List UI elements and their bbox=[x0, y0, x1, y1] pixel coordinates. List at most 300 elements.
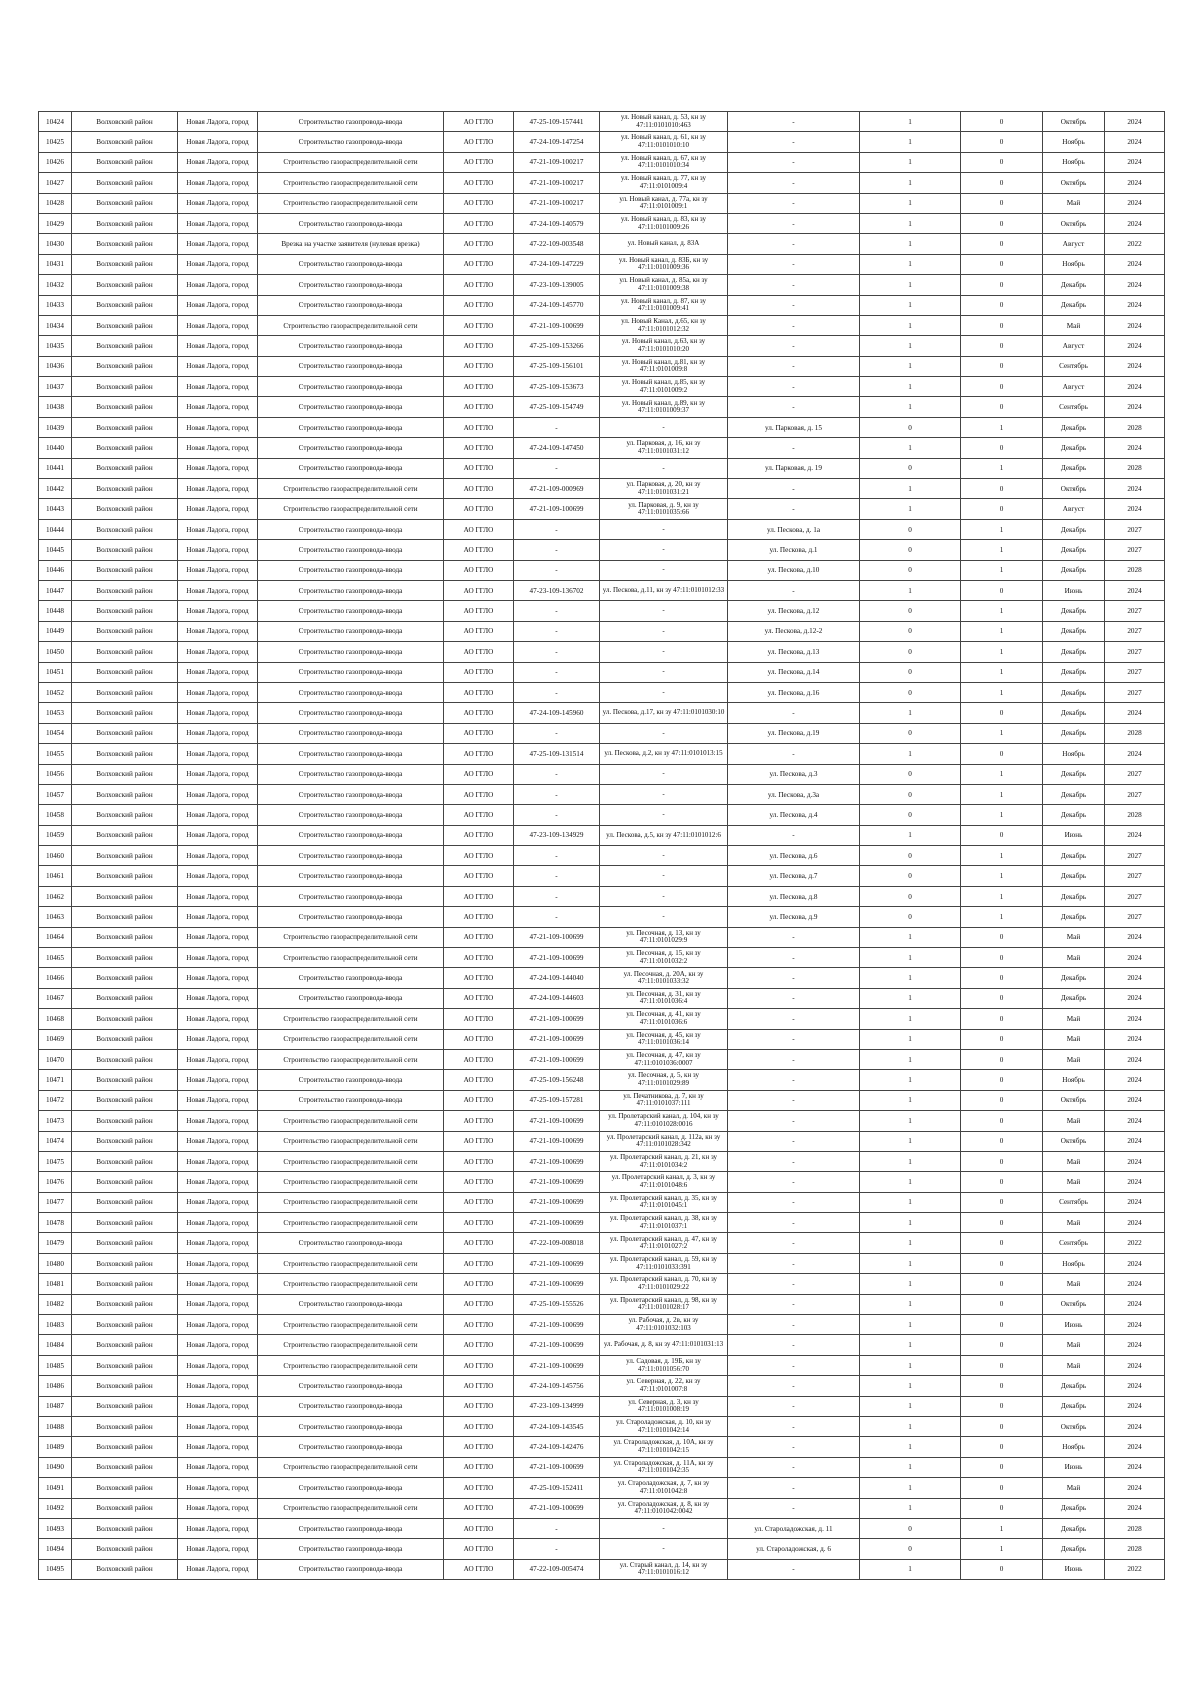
cell-connected-count: 1 bbox=[860, 213, 961, 233]
cell-district: Волховский район bbox=[72, 1131, 178, 1151]
cell-request-number: 47-21-109-100699 bbox=[514, 1131, 600, 1151]
cell-request-number: 47-21-109-100699 bbox=[514, 1111, 600, 1131]
cell-request-number: 47-24-109-147254 bbox=[514, 132, 600, 152]
cell-month: Декабрь bbox=[1043, 682, 1105, 702]
cell-row-number: 10456 bbox=[39, 764, 72, 784]
cell-cadastral-address: - bbox=[600, 907, 728, 927]
cell-connected-count: 0 bbox=[860, 642, 961, 662]
cell-planned-count: 0 bbox=[961, 1253, 1043, 1273]
cell-work-type: Строительство газораспределительной сети bbox=[258, 927, 444, 947]
cell-planned-address: - bbox=[728, 377, 860, 397]
cell-organization: АО ГГЛО bbox=[444, 1172, 514, 1192]
cell-planned-address: - bbox=[728, 295, 860, 315]
cell-cadastral-address: - bbox=[600, 805, 728, 825]
table-row bbox=[39, 1559, 1165, 1579]
cell-month: Ноябрь bbox=[1043, 1070, 1105, 1090]
cell-planned-address: - bbox=[728, 1559, 860, 1579]
cell-organization: АО ГГЛО bbox=[444, 1049, 514, 1069]
cell-request-number: 47-21-109-100699 bbox=[514, 1355, 600, 1375]
cell-planned-address: - bbox=[728, 1315, 860, 1335]
table-row bbox=[39, 112, 1165, 132]
cell-organization: АО ГГЛО bbox=[444, 846, 514, 866]
cell-month: Май bbox=[1043, 1009, 1105, 1029]
cell-cadastral-address: ул. Новый Канал, д.65, кн зу 47:11:0101012:32 bbox=[600, 315, 728, 335]
cell-month: Июнь bbox=[1043, 1315, 1105, 1335]
cell-row-number: 10468 bbox=[39, 1009, 72, 1029]
cell-row-number: 10424 bbox=[39, 112, 72, 132]
cell-district: Волховский район bbox=[72, 1498, 178, 1518]
cell-district: Волховский район bbox=[72, 1396, 178, 1416]
cell-request-number: 47-23-109-139005 bbox=[514, 275, 600, 295]
cell-district: Волховский район bbox=[72, 1090, 178, 1110]
cell-organization: АО ГГЛО bbox=[444, 621, 514, 641]
cell-request-number: 47-24-109-143545 bbox=[514, 1417, 600, 1437]
cell-month: Декабрь bbox=[1043, 1498, 1105, 1518]
cell-cadastral-address: ул. Пролетарский канал, д. 59, кн зу 47:11:0101033:391 bbox=[600, 1253, 728, 1273]
cell-connected-count: 1 bbox=[860, 438, 961, 458]
cell-planned-count: 0 bbox=[961, 438, 1043, 458]
cell-district: Волховский район bbox=[72, 193, 178, 213]
cell-year: 2024 bbox=[1105, 275, 1165, 295]
cell-connected-count: 1 bbox=[860, 275, 961, 295]
cell-settlement: Новая Ладога, город bbox=[178, 295, 258, 315]
cell-connected-count: 1 bbox=[860, 948, 961, 968]
cell-district: Волховский район bbox=[72, 1111, 178, 1131]
cell-month: Август bbox=[1043, 336, 1105, 356]
cell-year: 2027 bbox=[1105, 682, 1165, 702]
cell-district: Волховский район bbox=[72, 499, 178, 519]
table-row bbox=[39, 1070, 1165, 1090]
cell-year: 2024 bbox=[1105, 193, 1165, 213]
cell-request-number: 47-24-109-145756 bbox=[514, 1376, 600, 1396]
cell-month: Октябрь bbox=[1043, 1090, 1105, 1110]
cell-district: Волховский район bbox=[72, 356, 178, 376]
cell-settlement: Новая Ладога, город bbox=[178, 458, 258, 478]
cell-organization: АО ГГЛО bbox=[444, 744, 514, 764]
cell-planned-count: 1 bbox=[961, 1518, 1043, 1538]
cell-district: Волховский район bbox=[72, 132, 178, 152]
cell-cadastral-address: ул. Песочная, д. 5, кн зу 47:11:0101029:89 bbox=[600, 1070, 728, 1090]
cell-connected-count: 0 bbox=[860, 866, 961, 886]
cell-work-type: Строительство газопровода-ввода bbox=[258, 988, 444, 1008]
cell-cadastral-address: ул. Пролетарский канал, д. 3, кн зу 47:11:0101048:6 bbox=[600, 1172, 728, 1192]
cell-organization: АО ГГЛО bbox=[444, 1274, 514, 1294]
cell-work-type: Строительство газопровода-ввода bbox=[258, 723, 444, 743]
table-row bbox=[39, 1437, 1165, 1457]
cell-row-number: 10489 bbox=[39, 1437, 72, 1457]
cell-connected-count: 1 bbox=[860, 295, 961, 315]
cell-cadastral-address: - bbox=[600, 784, 728, 804]
table-row bbox=[39, 1417, 1165, 1437]
table-row bbox=[39, 1213, 1165, 1233]
cell-planned-address: ул. Пескова, д.6 bbox=[728, 846, 860, 866]
cell-organization: АО ГГЛО bbox=[444, 499, 514, 519]
cell-year: 2027 bbox=[1105, 642, 1165, 662]
cell-organization: АО ГГЛО bbox=[444, 295, 514, 315]
cell-planned-count: 0 bbox=[961, 1151, 1043, 1171]
cell-year: 2027 bbox=[1105, 519, 1165, 539]
cell-cadastral-address: ул. Пролетарский канал, д. 38, кн зу 47:11:0101037:1 bbox=[600, 1213, 728, 1233]
cell-organization: АО ГГЛО bbox=[444, 886, 514, 906]
cell-district: Волховский район bbox=[72, 1335, 178, 1355]
cell-row-number: 10477 bbox=[39, 1192, 72, 1212]
cell-row-number: 10439 bbox=[39, 417, 72, 437]
cell-district: Волховский район bbox=[72, 377, 178, 397]
cell-request-number: 47-25-109-153266 bbox=[514, 336, 600, 356]
cell-planned-count: 1 bbox=[961, 458, 1043, 478]
cell-settlement: Новая Ладога, город bbox=[178, 499, 258, 519]
cell-request-number: 47-24-109-147450 bbox=[514, 438, 600, 458]
cell-row-number: 10437 bbox=[39, 377, 72, 397]
cell-planned-address: - bbox=[728, 1478, 860, 1498]
cell-settlement: Новая Ладога, город bbox=[178, 1213, 258, 1233]
cell-year: 2024 bbox=[1105, 948, 1165, 968]
cell-year: 2024 bbox=[1105, 580, 1165, 600]
cell-month: Декабрь bbox=[1043, 784, 1105, 804]
cell-work-type: Строительство газопровода-ввода bbox=[258, 805, 444, 825]
cell-year: 2027 bbox=[1105, 662, 1165, 682]
cell-row-number: 10493 bbox=[39, 1518, 72, 1538]
cell-settlement: Новая Ладога, город bbox=[178, 1437, 258, 1457]
table-row bbox=[39, 907, 1165, 927]
cell-year: 2027 bbox=[1105, 784, 1165, 804]
cell-month: Декабрь bbox=[1043, 295, 1105, 315]
cell-organization: АО ГГЛО bbox=[444, 479, 514, 499]
cell-month: Ноябрь bbox=[1043, 744, 1105, 764]
cell-district: Волховский район bbox=[72, 784, 178, 804]
cell-settlement: Новая Ладога, город bbox=[178, 1498, 258, 1518]
cell-month: Декабрь bbox=[1043, 866, 1105, 886]
cell-district: Волховский район bbox=[72, 723, 178, 743]
cell-district: Волховский район bbox=[72, 1009, 178, 1029]
cell-work-type: Строительство газопровода-ввода bbox=[258, 1233, 444, 1253]
cell-connected-count: 1 bbox=[860, 1253, 961, 1273]
cell-year: 2024 bbox=[1105, 927, 1165, 947]
cell-year: 2028 bbox=[1105, 1518, 1165, 1538]
cell-request-number: - bbox=[514, 540, 600, 560]
table-row bbox=[39, 621, 1165, 641]
cell-cadastral-address: - bbox=[600, 642, 728, 662]
cell-year: 2024 bbox=[1105, 1274, 1165, 1294]
cell-planned-count: 0 bbox=[961, 744, 1043, 764]
cell-work-type: Строительство газораспределительной сети bbox=[258, 152, 444, 172]
cell-work-type: Строительство газопровода-ввода bbox=[258, 275, 444, 295]
cell-district: Волховский район bbox=[72, 907, 178, 927]
cell-district: Волховский район bbox=[72, 315, 178, 335]
cell-planned-count: 0 bbox=[961, 1417, 1043, 1437]
cell-settlement: Новая Ладога, город bbox=[178, 825, 258, 845]
cell-planned-count: 0 bbox=[961, 173, 1043, 193]
cell-district: Волховский район bbox=[72, 1172, 178, 1192]
cell-year: 2028 bbox=[1105, 1539, 1165, 1559]
cell-district: Волховский район bbox=[72, 642, 178, 662]
cell-cadastral-address: ул. Пролетарский канал, д. 104, кн зу 47:11:0101028:0016 bbox=[600, 1111, 728, 1131]
cell-connected-count: 1 bbox=[860, 1029, 961, 1049]
cell-row-number: 10449 bbox=[39, 621, 72, 641]
cell-month: Декабрь bbox=[1043, 275, 1105, 295]
cell-connected-count: 0 bbox=[860, 682, 961, 702]
cell-planned-count: 1 bbox=[961, 846, 1043, 866]
cell-work-type: Строительство газопровода-ввода bbox=[258, 764, 444, 784]
cell-settlement: Новая Ладога, город bbox=[178, 1539, 258, 1559]
cell-work-type: Строительство газораспределительной сети bbox=[258, 1049, 444, 1069]
cell-organization: АО ГГЛО bbox=[444, 1131, 514, 1151]
cell-cadastral-address: - bbox=[600, 866, 728, 886]
cell-planned-address: - bbox=[728, 1253, 860, 1273]
table-row bbox=[39, 703, 1165, 723]
cell-connected-count: 1 bbox=[860, 1294, 961, 1314]
cell-year: 2024 bbox=[1105, 1315, 1165, 1335]
cell-settlement: Новая Ладога, город bbox=[178, 907, 258, 927]
cell-cadastral-address: ул. Новый канал, д. 87, кн зу 47:11:0101009:41 bbox=[600, 295, 728, 315]
cell-cadastral-address: ул. Староладожская, д. 10, кн зу 47:11:0101042:14 bbox=[600, 1417, 728, 1437]
cell-organization: АО ГГЛО bbox=[444, 1417, 514, 1437]
cell-planned-count: 0 bbox=[961, 234, 1043, 254]
cell-request-number: - bbox=[514, 1518, 600, 1538]
cell-row-number: 10429 bbox=[39, 213, 72, 233]
cell-district: Волховский район bbox=[72, 1457, 178, 1477]
cell-planned-address: - bbox=[728, 948, 860, 968]
cell-year: 2024 bbox=[1105, 1070, 1165, 1090]
cell-month: Декабрь bbox=[1043, 560, 1105, 580]
cell-planned-count: 0 bbox=[961, 1315, 1043, 1335]
cell-district: Волховский район bbox=[72, 866, 178, 886]
cell-year: 2024 bbox=[1105, 152, 1165, 172]
cell-planned-count: 0 bbox=[961, 295, 1043, 315]
cell-planned-count: 1 bbox=[961, 907, 1043, 927]
cell-planned-address: - bbox=[728, 173, 860, 193]
cell-year: 2024 bbox=[1105, 1355, 1165, 1375]
cell-month: Июнь bbox=[1043, 580, 1105, 600]
cell-connected-count: 0 bbox=[860, 805, 961, 825]
cell-district: Волховский район bbox=[72, 1151, 178, 1171]
cell-connected-count: 0 bbox=[860, 1539, 961, 1559]
cell-connected-count: 1 bbox=[860, 1049, 961, 1069]
cell-settlement: Новая Ладога, город bbox=[178, 948, 258, 968]
cell-request-number: - bbox=[514, 682, 600, 702]
cell-row-number: 10488 bbox=[39, 1417, 72, 1437]
cell-planned-count: 0 bbox=[961, 152, 1043, 172]
cell-settlement: Новая Ладога, город bbox=[178, 1049, 258, 1069]
table-row bbox=[39, 1478, 1165, 1498]
cell-settlement: Новая Ладога, город bbox=[178, 846, 258, 866]
cell-cadastral-address: ул. Рабочая, д. 8, кн зу 47:11:0101031:13 bbox=[600, 1335, 728, 1355]
cell-cadastral-address: ул. Печатникова, д. 7, кн зу 47:11:0101037:111 bbox=[600, 1090, 728, 1110]
cell-work-type: Строительство газопровода-ввода bbox=[258, 703, 444, 723]
table-row bbox=[39, 1192, 1165, 1212]
cell-row-number: 10447 bbox=[39, 580, 72, 600]
cell-planned-address: ул. Пескова, д.4 bbox=[728, 805, 860, 825]
cell-cadastral-address: - bbox=[600, 1539, 728, 1559]
cell-month: Август bbox=[1043, 499, 1105, 519]
table-row bbox=[39, 438, 1165, 458]
cell-planned-count: 0 bbox=[961, 1478, 1043, 1498]
cell-work-type: Строительство газопровода-ввода bbox=[258, 1396, 444, 1416]
cell-settlement: Новая Ладога, город bbox=[178, 112, 258, 132]
cell-request-number: 47-23-109-134929 bbox=[514, 825, 600, 845]
cell-cadastral-address: ул. Староладожская, д. 11А, кн зу 47:11:0101042:35 bbox=[600, 1457, 728, 1477]
table-row bbox=[39, 254, 1165, 274]
cell-organization: АО ГГЛО bbox=[444, 682, 514, 702]
cell-planned-count: 0 bbox=[961, 213, 1043, 233]
cell-work-type: Строительство газораспределительной сети bbox=[258, 1111, 444, 1131]
cell-work-type: Строительство газораспределительной сети bbox=[258, 1213, 444, 1233]
cell-work-type: Строительство газопровода-ввода bbox=[258, 336, 444, 356]
cell-planned-count: 0 bbox=[961, 1172, 1043, 1192]
cell-settlement: Новая Ладога, город bbox=[178, 1315, 258, 1335]
table-row bbox=[39, 213, 1165, 233]
cell-planned-address: - bbox=[728, 132, 860, 152]
cell-planned-count: 0 bbox=[961, 315, 1043, 335]
cell-cadastral-address: ул. Староладожская, д. 8, кн зу 47:11:0101042:0042 bbox=[600, 1498, 728, 1518]
cell-connected-count: 1 bbox=[860, 1090, 961, 1110]
cell-planned-count: 1 bbox=[961, 560, 1043, 580]
cell-organization: АО ГГЛО bbox=[444, 438, 514, 458]
cell-cadastral-address: ул. Пескова, д.5, кн зу 47:11:0101012:6 bbox=[600, 825, 728, 845]
table-row bbox=[39, 1355, 1165, 1375]
cell-row-number: 10485 bbox=[39, 1355, 72, 1375]
cell-district: Волховский район bbox=[72, 1213, 178, 1233]
cell-planned-address: - bbox=[728, 193, 860, 213]
cell-organization: АО ГГЛО bbox=[444, 132, 514, 152]
cell-row-number: 10469 bbox=[39, 1029, 72, 1049]
table-row bbox=[39, 173, 1165, 193]
cell-year: 2024 bbox=[1105, 295, 1165, 315]
cell-planned-address: - bbox=[728, 1192, 860, 1212]
cell-district: Волховский район bbox=[72, 1518, 178, 1538]
cell-planned-count: 0 bbox=[961, 275, 1043, 295]
cell-planned-count: 0 bbox=[961, 377, 1043, 397]
cell-month: Декабрь bbox=[1043, 723, 1105, 743]
cell-request-number: 47-24-109-147229 bbox=[514, 254, 600, 274]
cell-month: Ноябрь bbox=[1043, 152, 1105, 172]
cell-connected-count: 0 bbox=[860, 560, 961, 580]
cell-planned-address: - bbox=[728, 927, 860, 947]
cell-settlement: Новая Ладога, город bbox=[178, 744, 258, 764]
table-row bbox=[39, 744, 1165, 764]
cell-cadastral-address: - bbox=[600, 458, 728, 478]
cell-work-type: Строительство газопровода-ввода bbox=[258, 682, 444, 702]
cell-organization: АО ГГЛО bbox=[444, 723, 514, 743]
cell-month: Май bbox=[1043, 1355, 1105, 1375]
cell-organization: АО ГГЛО bbox=[444, 1253, 514, 1273]
cell-request-number: 47-24-109-144040 bbox=[514, 968, 600, 988]
cell-request-number: 47-21-109-100217 bbox=[514, 193, 600, 213]
cell-planned-address: - bbox=[728, 744, 860, 764]
cell-settlement: Новая Ладога, город bbox=[178, 336, 258, 356]
cell-request-number: 47-21-109-100699 bbox=[514, 315, 600, 335]
cell-planned-count: 0 bbox=[961, 1111, 1043, 1131]
cell-request-number: - bbox=[514, 784, 600, 804]
cell-connected-count: 0 bbox=[860, 540, 961, 560]
cell-row-number: 10486 bbox=[39, 1376, 72, 1396]
cell-connected-count: 1 bbox=[860, 1315, 961, 1335]
cell-settlement: Новая Ладога, город bbox=[178, 1274, 258, 1294]
cell-cadastral-address: ул. Новый канал, д. 85а, кн зу 47:11:0101009:38 bbox=[600, 275, 728, 295]
cell-settlement: Новая Ладога, город bbox=[178, 1478, 258, 1498]
cell-month: Декабрь bbox=[1043, 703, 1105, 723]
table-row bbox=[39, 1457, 1165, 1477]
cell-settlement: Новая Ладога, город bbox=[178, 1131, 258, 1151]
cell-work-type: Строительство газораспределительной сети bbox=[258, 315, 444, 335]
cell-row-number: 10440 bbox=[39, 438, 72, 458]
cell-work-type: Строительство газопровода-ввода bbox=[258, 519, 444, 539]
cell-settlement: Новая Ладога, город bbox=[178, 621, 258, 641]
cell-request-number: 47-21-109-100699 bbox=[514, 927, 600, 947]
cell-month: Декабрь bbox=[1043, 764, 1105, 784]
cell-planned-count: 0 bbox=[961, 1090, 1043, 1110]
table-row bbox=[39, 784, 1165, 804]
cell-row-number: 10470 bbox=[39, 1049, 72, 1069]
cell-year: 2024 bbox=[1105, 1457, 1165, 1477]
cell-organization: АО ГГЛО bbox=[444, 642, 514, 662]
cell-organization: АО ГГЛО bbox=[444, 703, 514, 723]
cell-connected-count: 0 bbox=[860, 458, 961, 478]
cell-district: Волховский район bbox=[72, 213, 178, 233]
cell-year: 2027 bbox=[1105, 907, 1165, 927]
cell-month: Октябрь bbox=[1043, 112, 1105, 132]
cell-request-number: 47-25-109-157281 bbox=[514, 1090, 600, 1110]
cell-district: Волховский район bbox=[72, 1049, 178, 1069]
cell-planned-count: 0 bbox=[961, 988, 1043, 1008]
table-row bbox=[39, 825, 1165, 845]
cell-settlement: Новая Ладога, город bbox=[178, 1294, 258, 1314]
cell-month: Ноябрь bbox=[1043, 254, 1105, 274]
cell-work-type: Строительство газопровода-ввода bbox=[258, 846, 444, 866]
cell-work-type: Строительство газопровода-ввода bbox=[258, 968, 444, 988]
cell-planned-address: - bbox=[728, 356, 860, 376]
cell-planned-address: ул. Пескова, д.12 bbox=[728, 601, 860, 621]
cell-connected-count: 1 bbox=[860, 1478, 961, 1498]
cell-connected-count: 0 bbox=[860, 907, 961, 927]
cell-cadastral-address: ул. Староладожская, д. 10А, кн зу 47:11:0101042:15 bbox=[600, 1437, 728, 1457]
cell-settlement: Новая Ладога, город bbox=[178, 805, 258, 825]
cell-work-type: Строительство газопровода-ввода bbox=[258, 662, 444, 682]
cell-connected-count: 0 bbox=[860, 886, 961, 906]
cell-work-type: Строительство газопровода-ввода bbox=[258, 1090, 444, 1110]
cell-month: Октябрь bbox=[1043, 1131, 1105, 1151]
cell-work-type: Строительство газораспределительной сети bbox=[258, 1274, 444, 1294]
cell-request-number: - bbox=[514, 642, 600, 662]
cell-year: 2024 bbox=[1105, 479, 1165, 499]
cell-request-number: 47-25-109-156101 bbox=[514, 356, 600, 376]
cell-cadastral-address: - bbox=[600, 560, 728, 580]
cell-settlement: Новая Ладога, город bbox=[178, 275, 258, 295]
cell-district: Волховский район bbox=[72, 275, 178, 295]
cell-cadastral-address: - bbox=[600, 682, 728, 702]
cell-connected-count: 1 bbox=[860, 927, 961, 947]
cell-connected-count: 1 bbox=[860, 1417, 961, 1437]
cell-request-number: - bbox=[514, 519, 600, 539]
cell-connected-count: 1 bbox=[860, 988, 961, 1008]
cell-request-number: - bbox=[514, 764, 600, 784]
cell-cadastral-address: ул. Парковая, д. 20, кн зу 47:11:0101031:21 bbox=[600, 479, 728, 499]
cell-organization: АО ГГЛО bbox=[444, 336, 514, 356]
cell-cadastral-address: - bbox=[600, 519, 728, 539]
cell-month: Август bbox=[1043, 234, 1105, 254]
cell-request-number: - bbox=[514, 1539, 600, 1559]
cell-row-number: 10492 bbox=[39, 1498, 72, 1518]
cell-row-number: 10462 bbox=[39, 886, 72, 906]
cell-month: Май bbox=[1043, 1049, 1105, 1069]
cell-settlement: Новая Ладога, город bbox=[178, 397, 258, 417]
cell-cadastral-address: ул. Старый канал, д. 14, кн зу 47:11:0101016:12 bbox=[600, 1559, 728, 1579]
table-row bbox=[39, 886, 1165, 906]
cell-month: Июнь bbox=[1043, 825, 1105, 845]
cell-year: 2022 bbox=[1105, 1233, 1165, 1253]
cell-row-number: 10471 bbox=[39, 1070, 72, 1090]
cell-cadastral-address: - bbox=[600, 1518, 728, 1538]
